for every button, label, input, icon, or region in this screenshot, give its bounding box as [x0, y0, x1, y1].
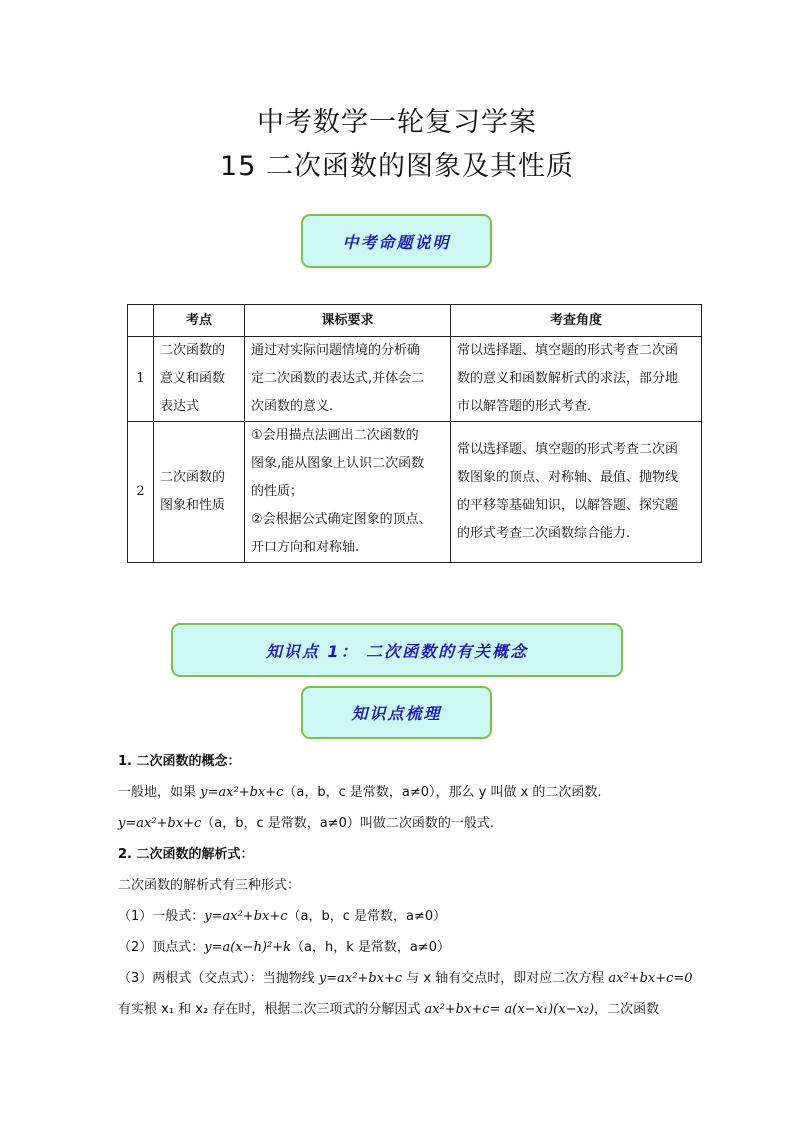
formula: y=ax²+bx+c — [318, 971, 403, 986]
cell-line: ②会根据公式确定图象的顶点、 — [251, 512, 432, 527]
cell-line: 市以解答题的形式考查. — [457, 399, 592, 414]
knowledge-point-1-label: 知识点 1： 二次函数的有关概念 — [265, 641, 529, 661]
cell-line: 开口方向和对称轴. — [251, 540, 360, 555]
formula: ax²+bx+c= a(x−x₁)(x−x₂) — [424, 1002, 595, 1017]
table-header-cell: 考点 — [154, 305, 245, 337]
paragraph — [118, 994, 678, 1025]
text-span: （a，b，c 是常数，a≠0）叫做二次函数的一般式. — [201, 816, 495, 831]
table-header-row — [128, 305, 702, 337]
curriculum-table — [127, 304, 702, 563]
cell-line: 二次函数的 — [160, 470, 226, 485]
cell-line: 表达式 — [160, 399, 200, 414]
cell-line: 定二次函数的表达式,并体会二 — [251, 371, 425, 386]
formula: y=ax²+bx+c — [200, 785, 284, 800]
exam-notes-label: 中考命题说明 — [342, 232, 451, 252]
formula: y=ax²+bx+c — [204, 909, 288, 924]
cell-line: 数的意义和函数解析式的求法，部分地 — [457, 371, 679, 386]
table-row — [128, 422, 702, 563]
cell-line: 图象和性质 — [160, 498, 226, 513]
formula: ax²+bx+c=0 — [608, 971, 693, 986]
text-span: （a，h，k 是常数，a≠0） — [291, 940, 450, 955]
text-span: ，二次函数 — [594, 1002, 660, 1017]
knowledge-review-banner — [301, 686, 492, 739]
table-header-cell — [128, 305, 154, 337]
paragraph — [118, 901, 678, 932]
table-header-cell: 课标要求 — [245, 305, 451, 337]
table-row — [128, 337, 702, 422]
cell-line: 数图象的顶点、对称轴、最值、抛物线 — [457, 470, 679, 485]
cell-line: 通过对实际问题情境的分析确 — [251, 343, 421, 358]
text-span: （1）一般式： — [118, 909, 205, 924]
text-span: 有实根 x₁ 和 x₂ 存在时，根据二次三项式的分解因式 — [118, 1002, 425, 1017]
text-span: 一般地，如果 — [118, 785, 201, 800]
cell-line: 常以选择题、填空题的形式考查二次函 — [457, 442, 679, 457]
row-number: 1 — [128, 337, 154, 422]
paragraph: 二次函数的解析式有三种形式： — [118, 878, 301, 893]
cell-line: 图象,能从图象上认识二次函数 — [251, 456, 425, 471]
row-number: 2 — [128, 422, 154, 563]
paragraph — [118, 932, 678, 963]
topic-cell — [154, 422, 245, 563]
knowledge-review-label: 知识点梳理 — [351, 704, 442, 723]
cell-line: 次函数的意义. — [251, 399, 334, 414]
cell-line: 的性质； — [251, 484, 304, 499]
text-span: （a，b，c 是常数，a≠0），那么 y 叫做 x 的二次函数. — [283, 785, 602, 800]
section-heading: 2. 二次函数的解析式： — [118, 847, 254, 862]
formula: y=ax²+bx+c — [118, 816, 202, 831]
paragraph — [118, 963, 693, 994]
knowledge-point-1-banner — [171, 623, 623, 677]
document-title: 中考数学一轮复习学案 — [257, 107, 537, 138]
requirement-cell — [245, 337, 451, 422]
text-span: （2）顶点式： — [118, 940, 205, 955]
cell-line: 的形式考查二次函数综合能力. — [457, 526, 631, 541]
cell-line: 的平移等基础知识，以解答题、探究题 — [457, 498, 679, 513]
paragraph — [118, 808, 678, 839]
angle-cell — [451, 337, 702, 422]
section-heading: 1. 二次函数的概念： — [118, 754, 241, 769]
paragraph — [118, 777, 678, 808]
angle-cell — [451, 422, 702, 563]
text-span: （3）两根式（交点式）：当抛物线 — [118, 971, 319, 986]
topic-cell — [154, 337, 245, 422]
table-header-cell: 考查角度 — [451, 305, 702, 337]
cell-line: 二次函数的 — [160, 343, 226, 358]
cell-line: 意义和函数 — [160, 371, 226, 386]
lesson-title: 15 二次函数的图象及其性质 — [220, 151, 574, 182]
cell-line: 常以选择题、填空题的形式考查二次函 — [457, 343, 679, 358]
exam-notes-banner — [301, 214, 492, 268]
requirement-cell — [245, 422, 451, 563]
text-span: （a，b，c 是常数，a≠0） — [287, 909, 447, 924]
content-body — [118, 746, 693, 1025]
formula: y=a(x−h)²+k — [204, 940, 291, 955]
text-span: 与 x 轴有交点时，即对应二次方程 — [402, 971, 609, 986]
cell-line: ①会用描点法画出二次函数的 — [251, 428, 419, 443]
